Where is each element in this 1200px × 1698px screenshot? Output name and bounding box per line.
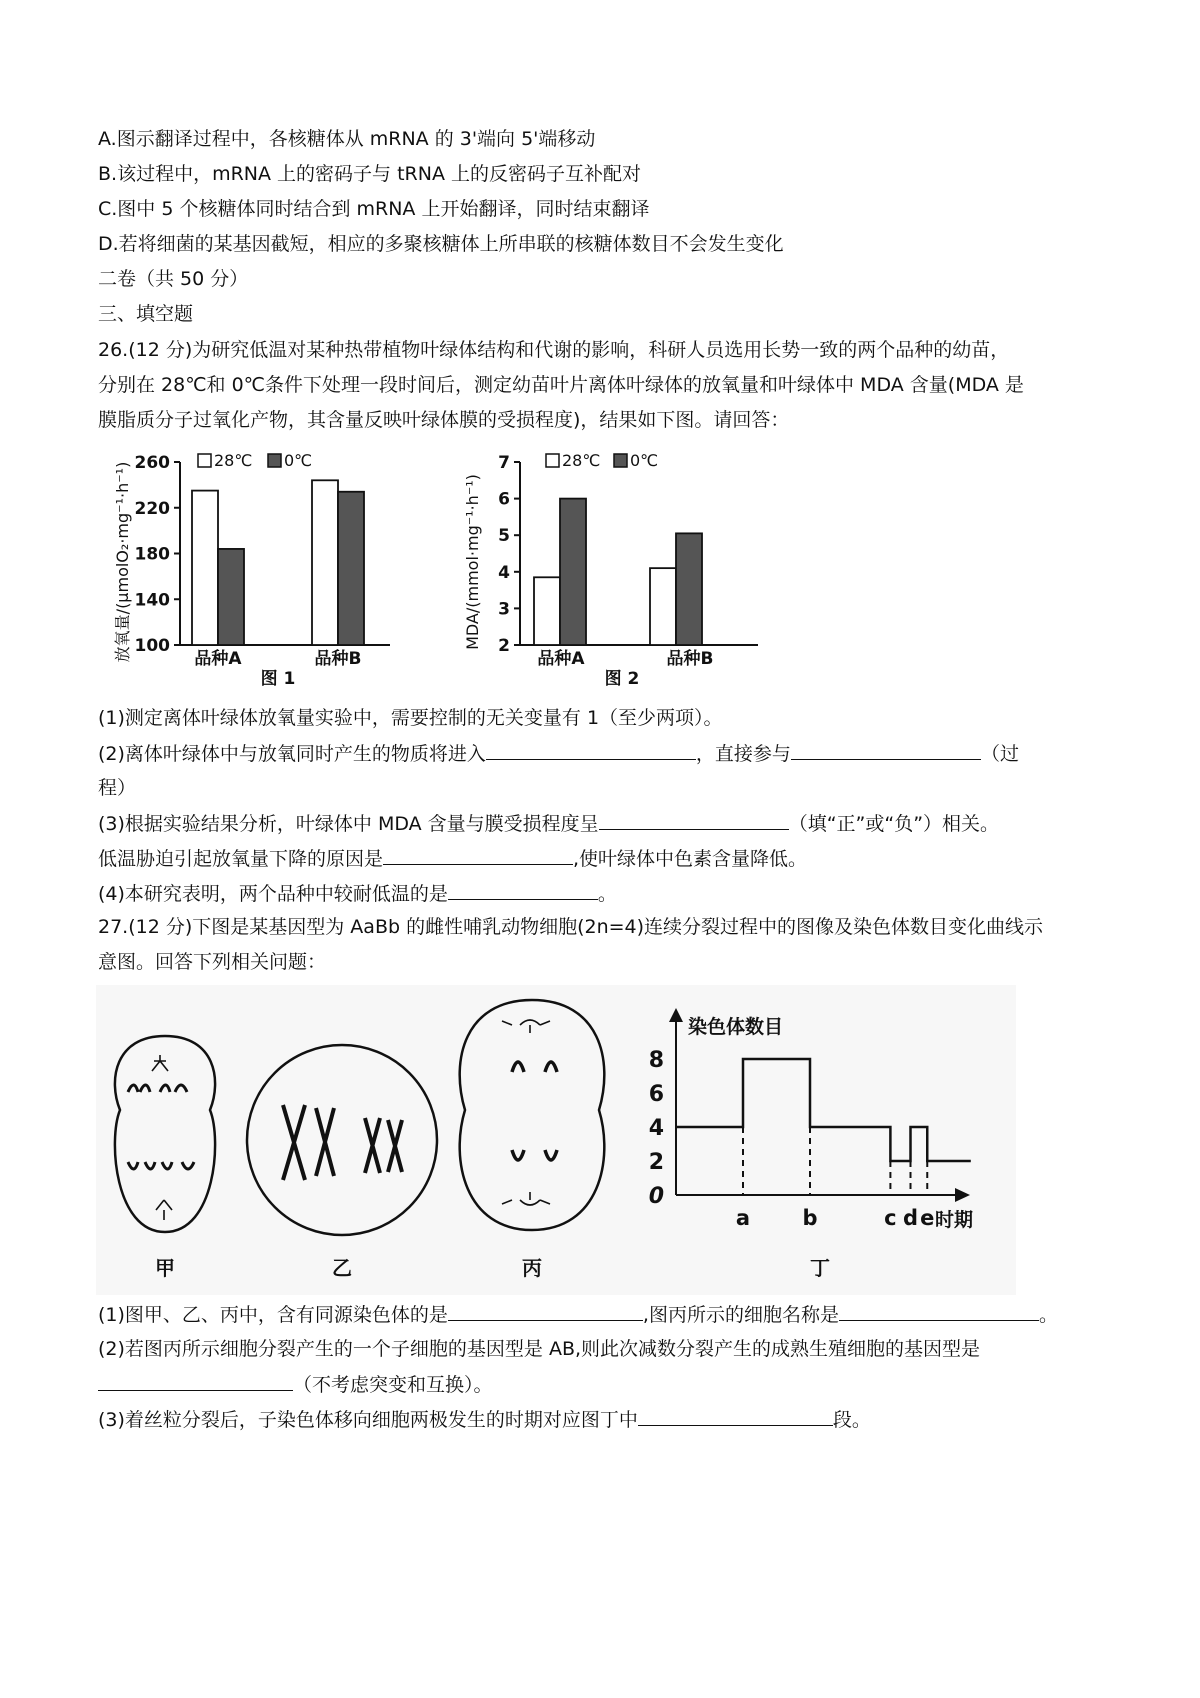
x-marker-a: a — [735, 1206, 751, 1230]
q27-sub-3-text-a: (3)着丝粒分裂后，子染色体移向细胞两极发生的时期对应图丁中 — [98, 1409, 638, 1431]
y-tick-label: 5 — [498, 526, 510, 547]
q26-blank-4[interactable] — [448, 881, 598, 900]
legend-28-swatch — [546, 454, 559, 467]
q26-sub-4 — [98, 881, 617, 906]
chart-2-cat-a: 品种A — [537, 649, 585, 669]
chart-2-legend — [546, 451, 658, 470]
q26-sub-3-cont — [98, 846, 807, 871]
bar-品种A-28℃ — [192, 491, 218, 645]
q27-sub-3 — [98, 1407, 871, 1432]
q26-intro-2: 分别在 28℃和 0℃条件下处理一段时间后，测定幼苗叶片离体叶绿体的放氧量和叶绿体中 MDA 含量(MDA 是 — [98, 374, 1024, 396]
q26-blank-2a[interactable] — [486, 741, 696, 760]
q27-intro-2: 意图。回答下列相关问题： — [98, 951, 327, 973]
q27-sub-2-text-b: （不考虑突变和互换）。 — [293, 1374, 493, 1396]
bar-品种A-28℃ — [534, 577, 560, 645]
chart-2 — [463, 451, 758, 689]
q27-intro-1: 27.(12 分)下图是某基因型为 AaBb 的雌性哺乳动物细胞(2n=4)连续分裂过程中的图像及染色体数目变化曲线示 — [98, 916, 1044, 938]
q27-blank-3[interactable] — [638, 1407, 833, 1426]
cell-label-ding: 丁 — [810, 1256, 830, 1280]
q26-blank-3a[interactable] — [599, 811, 789, 830]
chart-1-ylabel: 放氧量/(μmolO₂·mg⁻¹·h⁻¹) — [113, 461, 132, 663]
q27-sub-1 — [98, 1302, 1058, 1327]
chart-2-ylabel: MDA/(mmol·mg⁻¹·h⁻¹) — [463, 474, 482, 650]
q26-sub-2-text-c: （过 — [980, 743, 1019, 765]
q26-sub-1: (1)测定离体叶绿体放氧量实验中，需要控制的无关变量有 1（至少两项）。 — [98, 707, 723, 729]
legend-28-label: 28℃ — [214, 451, 253, 470]
x-marker-b: b — [802, 1206, 818, 1230]
q26-sub-4-text-a: (4)本研究表明，两个品种中较耐低温的是 — [98, 883, 448, 905]
bar-品种B-0℃ — [338, 492, 364, 645]
q26-sub-3-text-c: 低温胁迫引起放氧量下降的原因是 — [98, 848, 384, 870]
y-tick-label: 3 — [498, 599, 510, 620]
q26-sub-2 — [98, 741, 1019, 766]
q27-figure — [96, 985, 1016, 1295]
option-c: C.图中 5 个核糖体同时结合到 mRNA 上开始翻译，同时结束翻译 — [98, 198, 650, 220]
legend-0-label: 0℃ — [284, 451, 313, 470]
chart-ding-xlabel: 时期 — [935, 1209, 974, 1231]
y-tick-label: 220 — [134, 498, 170, 519]
section-part3: 三、填空题 — [98, 303, 194, 325]
q26-sub-2-text-a: (2)离体叶绿体中与放氧同时产生的物质将进入 — [98, 743, 486, 765]
legend-28-label: 28℃ — [562, 451, 601, 470]
y-tick-label: 100 — [134, 636, 170, 656]
bar-品种A-0℃ — [560, 499, 586, 645]
q27-blank-1a[interactable] — [448, 1302, 643, 1321]
q26-charts — [98, 445, 828, 695]
bar-品种B-28℃ — [650, 568, 676, 645]
legend-28-swatch — [198, 454, 211, 467]
q27-blank-1b[interactable] — [839, 1302, 1039, 1321]
option-b: B.该过程中，mRNA 上的密码子与 tRNA 上的反密码子互补配对 — [98, 163, 641, 185]
cell-label-yi: 乙 — [332, 1256, 352, 1280]
q26-intro-3: 膜脂质分子过氧化产物，其含量反映叶绿体膜的受损程度)，结果如下图。请回答： — [98, 409, 790, 431]
x-marker-e: e — [920, 1206, 935, 1230]
option-d: D.若将细菌的某基因截短，相应的多聚核糖体上所串联的核糖体数目不会发生变化 — [98, 233, 784, 255]
legend-0-label: 0℃ — [630, 451, 659, 470]
y-tick-label: 180 — [134, 544, 170, 565]
q26-blank-2b[interactable] — [791, 741, 981, 760]
q26-sub-4-text-b: 。 — [597, 883, 617, 905]
chart-1-legend — [198, 451, 312, 470]
q26-blank-3b[interactable] — [383, 846, 573, 865]
bar-品种A-0℃ — [218, 549, 244, 645]
cell-label-bing: 丙 — [522, 1256, 542, 1280]
bar-品种B-28℃ — [312, 480, 338, 645]
chart-ding-ylabel: 染色体数目 — [688, 1016, 784, 1038]
y-tick-label: 4 — [498, 562, 510, 583]
chart-1-cat-b: 品种B — [314, 649, 362, 669]
legend-0-swatch — [268, 454, 281, 467]
y-tick-label: 8 — [648, 1048, 664, 1073]
q26-sub-3-text-b: （填“正”或“负”）相关。 — [788, 813, 1000, 835]
q27-sub-2-cont — [98, 1372, 493, 1397]
q27-sub-3-text-b: 段。 — [832, 1409, 871, 1431]
q27-sub-2: (2)若图丙所示细胞分裂产生的一个子细胞的基因型是 AB,则此次减数分裂产生的成熟生殖细胞的基因型是 — [98, 1338, 981, 1360]
y-tick-label: 6 — [648, 1082, 664, 1107]
x-marker-c: c — [884, 1206, 897, 1230]
legend-0-swatch — [614, 454, 627, 467]
y-tick-label: 6 — [498, 489, 510, 510]
option-a: A.图示翻译过程中，各核糖体从 mRNA 的 3'端向 5'端移动 — [98, 128, 596, 150]
chart-2-title: 图 2 — [604, 669, 640, 689]
chart-1 — [113, 451, 390, 689]
q27-sub-1-text-a: (1)图甲、乙、丙中，含有同源染色体的是 — [98, 1304, 448, 1326]
bar-品种B-0℃ — [676, 533, 702, 645]
y-tick-label: 2 — [498, 636, 510, 656]
q26-sub-2-text-b: ，直接参与 — [695, 743, 791, 765]
y-tick-label: 4 — [648, 1116, 664, 1141]
q26-intro-1: 26.(12 分)为研究低温对某种热带植物叶绿体结构和代谢的影响，科研人员选用长势一致的两个品种的幼苗， — [98, 339, 1010, 361]
q26-sub-2-cont: 程） — [98, 777, 137, 799]
chart-1-title: 图 1 — [260, 669, 296, 689]
section-part2: 二卷（共 50 分） — [98, 268, 249, 290]
q26-sub-3-text-a: (3)根据实验结果分析，叶绿体中 MDA 含量与膜受损程度呈 — [98, 813, 599, 835]
y-tick-label: 2 — [648, 1150, 664, 1175]
y-tick-label: 140 — [134, 590, 170, 611]
y-tick-label: 260 — [134, 453, 170, 473]
chart-1-cat-a: 品种A — [194, 649, 242, 669]
q27-sub-1-text-b: ,图丙所示的细胞名称是 — [642, 1304, 839, 1326]
chart-2-cat-b: 品种B — [666, 649, 714, 669]
y-tick-label: 0 — [648, 1184, 664, 1209]
y-tick-label: 7 — [498, 453, 510, 473]
cell-label-jia: 甲 — [155, 1256, 175, 1280]
q26-sub-3 — [98, 811, 999, 836]
q27-sub-1-text-c: 。 — [1038, 1304, 1058, 1326]
x-marker-d: d — [902, 1206, 919, 1230]
q27-blank-2[interactable] — [98, 1372, 293, 1391]
q26-sub-3-text-d: ,使叶绿体中色素含量降低。 — [573, 848, 808, 870]
